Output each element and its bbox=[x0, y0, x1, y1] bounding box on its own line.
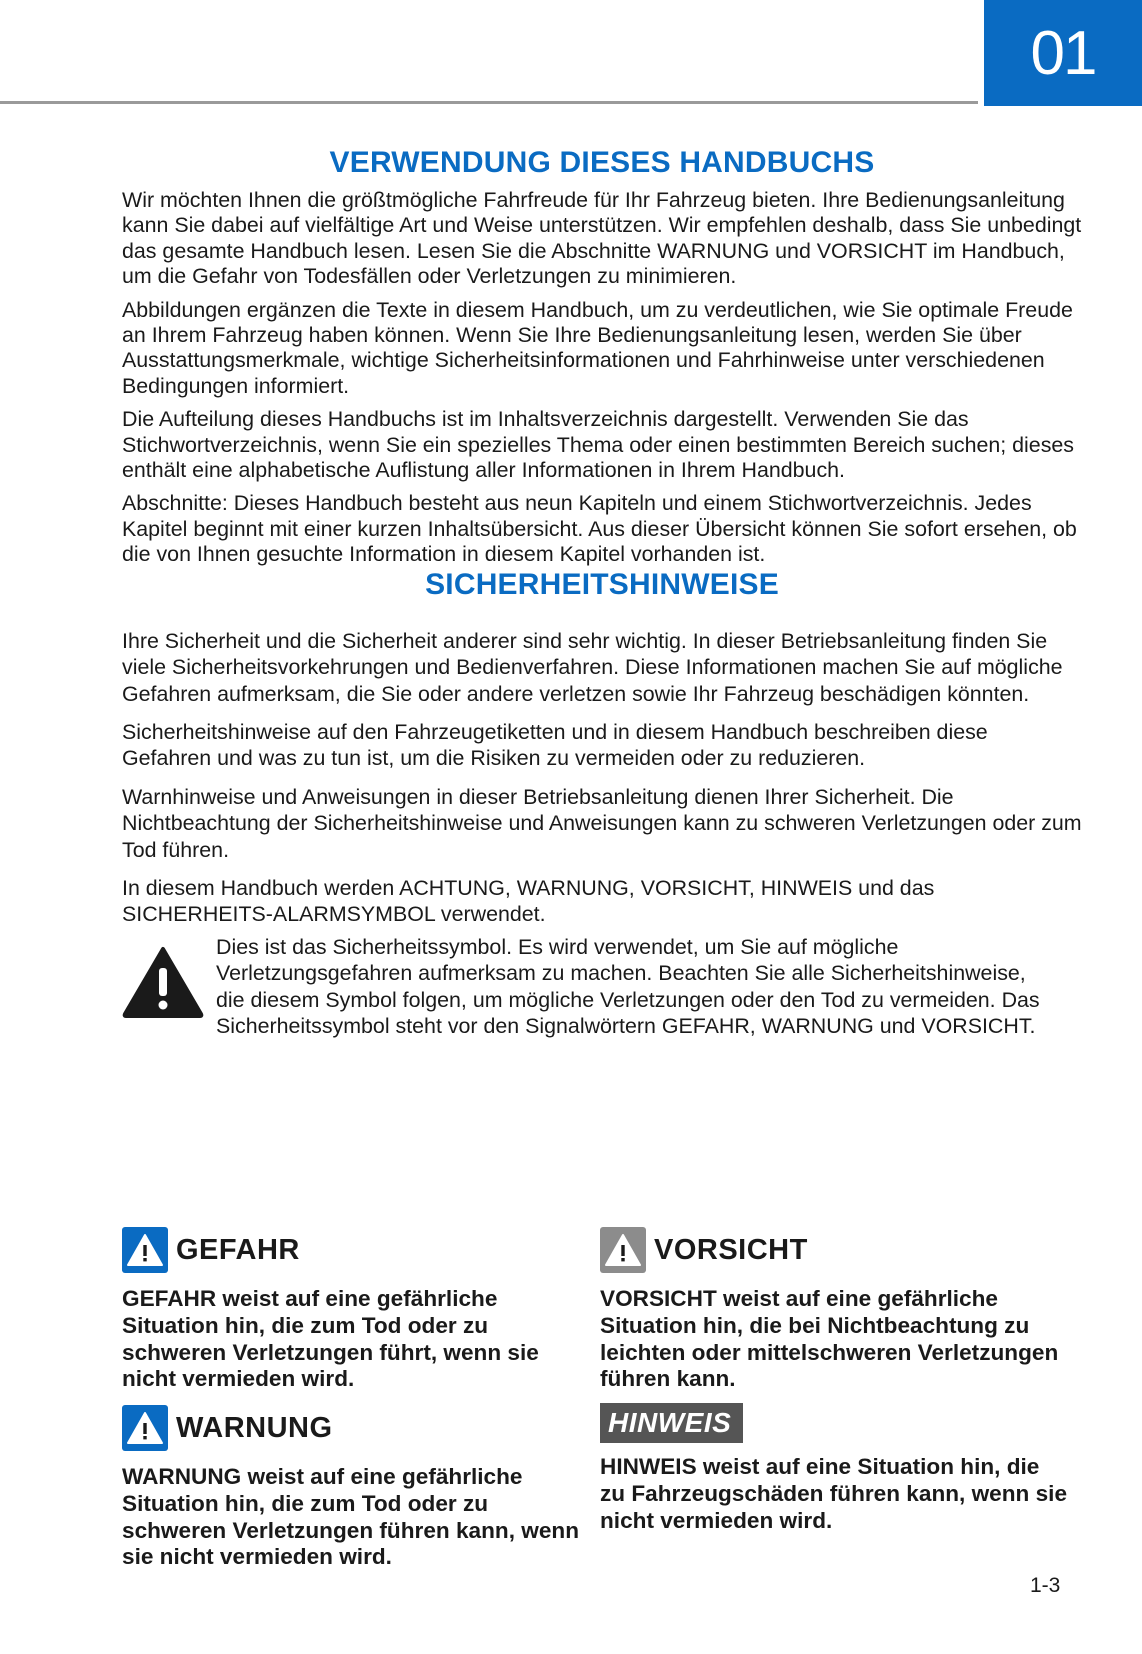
vorsicht-text: VORSICHT weist auf eine gefährliche Situation hin, die bei Nichtbeachtung zu leichten oder mittelschweren Verletzungen führen kann. bbox=[600, 1286, 1059, 1392]
warnung-text: WARNUNG weist auf eine gefährliche Situation hin, die zum Tod oder zu schweren Verletzungen führen kann, wenn sie nicht vermieden wird. bbox=[122, 1464, 579, 1570]
gefahr-text: GEFAHR weist auf eine gefährliche Situation hin, die zum Tod oder zu schweren Verletzungen führt, wenn sie nicht vermieden wird. bbox=[122, 1286, 539, 1392]
warnung-box bbox=[122, 1404, 592, 1571]
safety-alert-text: Dies ist das Sicherheitssymbol. Es wird verwendet, um Sie auf mögliche Verletzungsgefahren aufmerksam zu machen. Beachten Sie alle Sicherheitshinweise, die diesem Symbol folgen, um mögliche Verletzungen oder den Tod zu vermeiden. Das Sicherheitssymbol steht vor den Signalwörtern GEFAHR, WARNUNG und VORSICHT. bbox=[216, 934, 1040, 1038]
section-title-usage: VERWENDUNG DIESES HANDBUCHS bbox=[329, 146, 875, 179]
main-content bbox=[122, 146, 1082, 1039]
usage-paragraph: Die Aufteilung dieses Handbuchs ist im Inhaltsverzeichnis dargestellt. Verwenden Sie das Stichwortverzeichnis, wenn Sie ein spezielles Thema oder einen bestimmten Bereich suchen; dieses enthält eine alphabetische Auflistung aller Informationen in Ihrem Handbuch. bbox=[122, 407, 1074, 483]
usage-paragraph: Wir möchten Ihnen die größtmögliche Fahrfreude für Ihr Fahrzeug bieten. Ihre Bedienungsanleitung kann Sie dabei auf vielfältige Art und Weise unterstützen. Wir empfehlen deshalb, dass Sie unbedingt das gesamte Handbuch lesen. Lesen Sie die Abschnitte WARNUNG und VORSICHT im Handbuch, um die Gefahr von Todesfällen oder Verletzungen zu minimieren. bbox=[122, 188, 1082, 289]
chapter-number: 01 bbox=[1030, 18, 1096, 88]
safety-paragraph: In diesem Handbuch werden ACHTUNG, WARNUNG, VORSICHT, HINWEIS und das SICHERHEITS-ALARMSYMBOL verwendet. bbox=[122, 875, 935, 927]
safety-paragraph: Warnhinweise und Anweisungen in dieser Betriebsanleitung dienen Ihrer Sicherheit. Die Nichtbeachtung der Sicherheitshinweise und Anweisungen kann zu schweren Verletzungen oder zum Tod führen. bbox=[122, 784, 1082, 862]
vorsicht-box bbox=[600, 1226, 1070, 1393]
hinweis-box bbox=[600, 1404, 1070, 1534]
warning-triangle-icon bbox=[122, 1227, 168, 1273]
usage-paragraph: Abschnitte: Dieses Handbuch besteht aus neun Kapiteln und einem Stichwortverzeichnis. Jedes Kapitel beginnt mit einer kurzen Inhaltsübersicht. Aus dieser Übersicht können Sie sofort ersehen, ob die von Ihnen gesuchte Information in diesem Kapitel vorhanden ist. bbox=[122, 491, 1077, 567]
header-rule bbox=[0, 101, 978, 104]
safety-paragraph: Sicherheitshinweise auf den Fahrzeugetiketten und in diesem Handbuch beschreiben diese Gefahren und was zu tun ist, um die Risiken zu vermeiden oder zu reduzieren. bbox=[122, 719, 988, 771]
usage-paragraph: Abbildungen ergänzen die Texte in diesem Handbuch, um zu verdeutlichen, wie Sie optimale Freude an Ihrem Fahrzeug haben können. Wenn Sie Ihre Bedienungsanleitung lesen, werden Sie über Ausstattungsmerkmale, wichtige Sicherheitsinformationen und Fahrhinweise unter verschiedenen Bedingungen informiert. bbox=[122, 297, 1073, 398]
warning-triangle-icon bbox=[600, 1227, 646, 1273]
chapter-tab bbox=[984, 0, 1142, 106]
warning-triangle-icon bbox=[122, 934, 216, 1040]
vorsicht-title: VORSICHT bbox=[654, 1233, 808, 1266]
hinweis-title: HINWEIS bbox=[600, 1403, 743, 1443]
section-title-safety: SICHERHEITSHINWEISE bbox=[425, 567, 779, 601]
hinweis-text: HINWEIS weist auf eine Situation hin, die zu Fahrzeugschäden führen kann, wenn sie nicht vermieden wird. bbox=[600, 1454, 1068, 1533]
page-number: 1-3 bbox=[1030, 1574, 1061, 1597]
safety-alert-symbol-block bbox=[122, 934, 1082, 1040]
warning-triangle-icon bbox=[122, 1405, 168, 1451]
warnung-title: WARNUNG bbox=[176, 1411, 333, 1444]
gefahr-title: GEFAHR bbox=[176, 1233, 300, 1266]
safety-paragraph: Ihre Sicherheit und die Sicherheit anderer sind sehr wichtig. In dieser Betriebsanleitung finden Sie viele Sicherheitsvorkehrungen und Bedienverfahren. Diese Informationen machen Sie auf mögliche Gefahren aufmerksam, die Sie oder andere verletzen sowie Ihr Fahrzeug beschädigen könnten. bbox=[122, 628, 1063, 706]
gefahr-box bbox=[122, 1226, 592, 1393]
